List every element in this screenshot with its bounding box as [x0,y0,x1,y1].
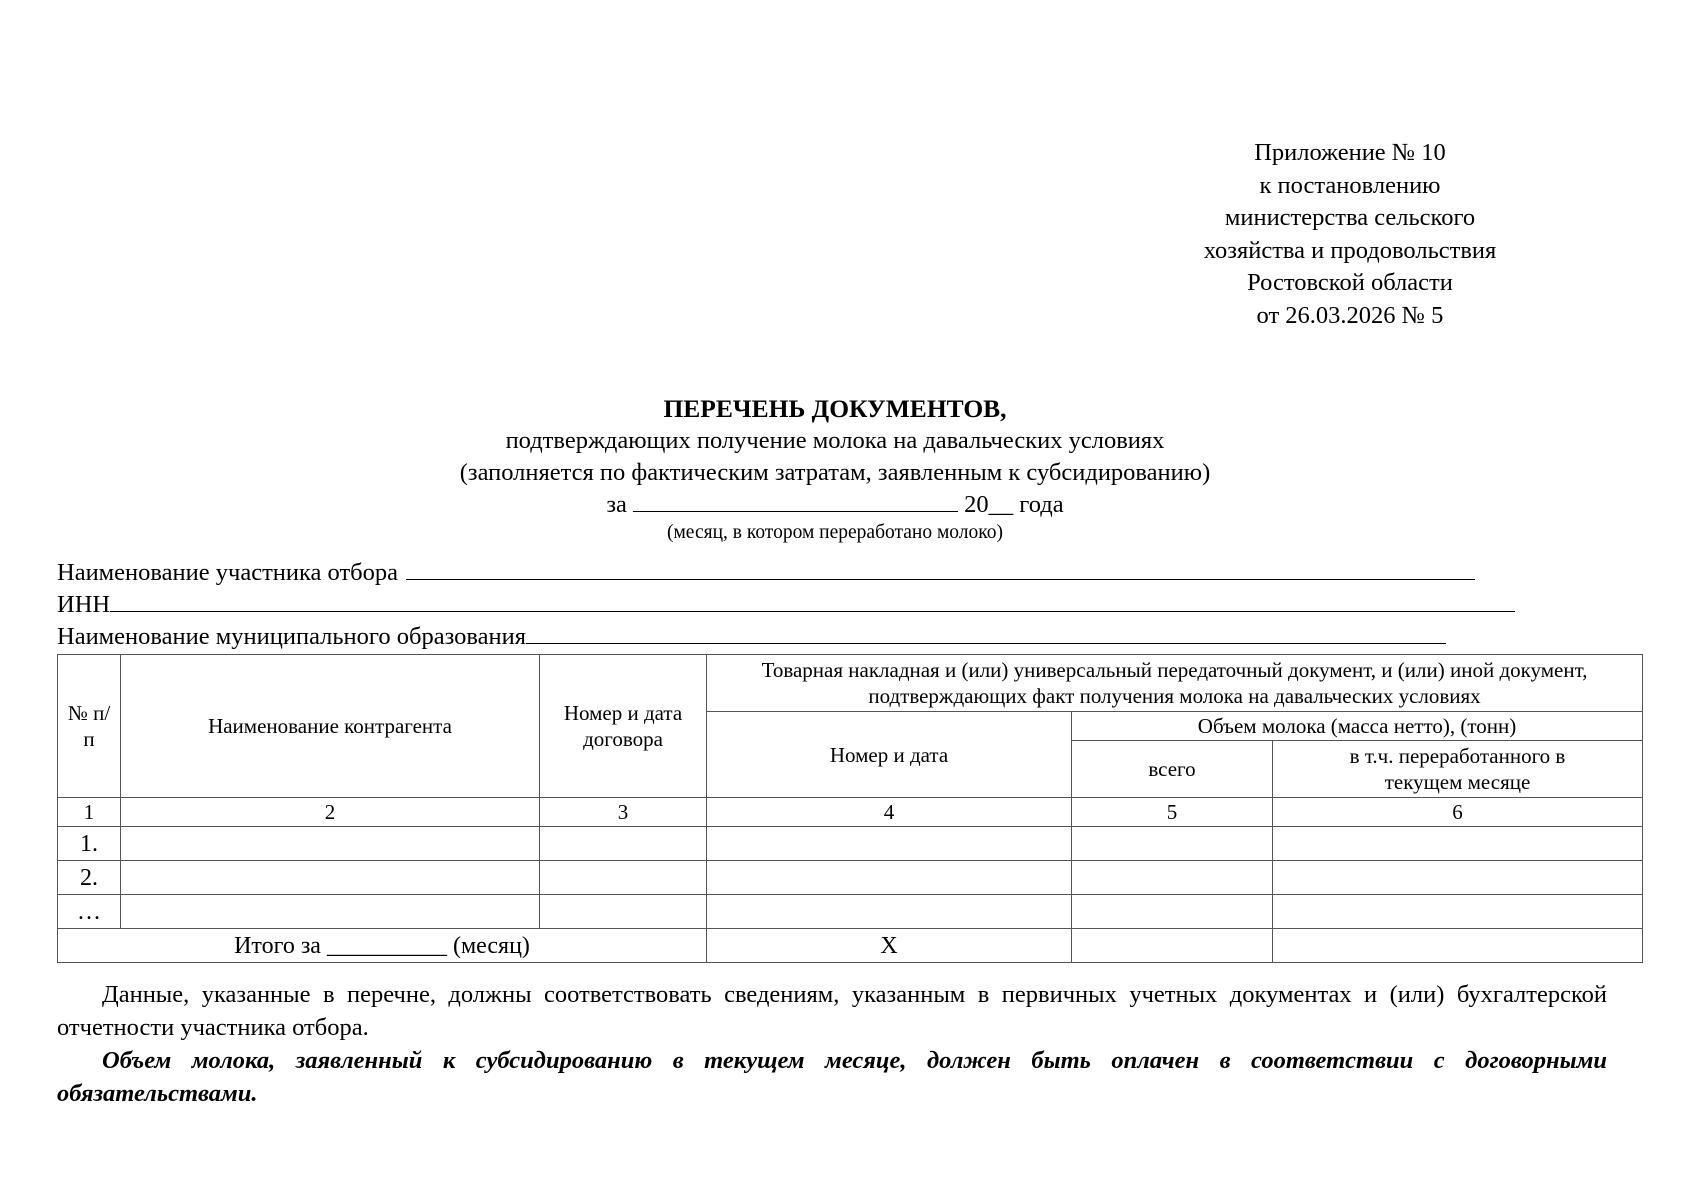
total-row [58,929,1643,963]
total-label [58,929,707,963]
inn-label: ИНН [57,591,111,618]
volume-total-cell[interactable] [1072,895,1273,929]
header-contract: Номер и дата договора [540,655,707,798]
period-line [300,489,1370,521]
column-number: 4 [707,798,1072,827]
table-row [58,827,1643,861]
appendix-line: хозяйства и продовольствия [1203,236,1497,264]
row-number: … [58,895,121,929]
municipality-input[interactable] [526,621,1446,644]
counterparty-cell[interactable] [121,895,540,929]
counterparty-cell[interactable] [121,827,540,861]
volume-processed-cell[interactable] [1273,895,1643,929]
row-number: 1. [58,827,121,861]
counterparty-cell[interactable] [121,861,540,895]
header-doc-number: Номер и дата [707,712,1072,798]
footnote-data-accuracy: Данные, указанные в перечне, должны соответствовать сведениям, указанным в первичных учетных документах и (или) бухгалтерской отчетности участника отбора. [57,981,1607,1041]
total-label-suffix: (месяц) [452,932,530,959]
header-volume-processed: в т.ч. переработанного в текущем месяце [1273,741,1643,798]
table-row [58,895,1643,929]
total-month-blank[interactable]: __________ [326,932,447,959]
header-volume-group: Объем молока (масса нетто), (тонн) [1072,712,1643,741]
document-title: ПЕРЕЧЕНЬ ДОКУМЕНТОВ, [663,394,1007,423]
appendix-line: от 26.03.2026 № 5 [1256,301,1444,329]
appendix-line: Ростовской области [1247,269,1453,296]
contract-cell[interactable] [540,827,707,861]
participant-field [57,557,1475,588]
period-prefix: за [606,491,627,518]
volume-processed-cell[interactable] [1273,827,1643,861]
row-number: 2. [58,861,121,895]
contract-cell[interactable] [540,861,707,895]
appendix-line: к постановлению [1259,171,1441,199]
column-number: 6 [1273,798,1643,827]
header-num: № п/п [58,655,121,798]
doc-number-cell[interactable] [707,827,1072,861]
municipality-label: Наименование муниципального образования [57,623,526,650]
volume-processed-cell[interactable] [1273,861,1643,895]
volume-total-cell[interactable] [1072,861,1273,895]
table-row [58,861,1643,895]
inn-field [57,589,1515,620]
period-year: 20__ [964,491,1014,518]
document-subtitle: подтверждающих получение молока на давальческих условиях [505,427,1165,454]
period-suffix: года [1019,491,1064,518]
doc-number-cell[interactable] [707,861,1072,895]
column-number: 5 [1072,798,1273,827]
column-number: 3 [540,798,707,827]
volume-total-cell[interactable] [1072,827,1273,861]
document-subtitle-note: (заполняется по фактическим затратам, заявленным к субсидированию) [459,459,1211,486]
document-title-block [300,393,1370,545]
column-number: 2 [121,798,540,827]
total-volume-total[interactable] [1072,929,1273,963]
column-number: 1 [58,798,121,827]
total-doc-number: Х [707,929,1072,963]
appendix-line: министерства сельского [1224,204,1476,231]
inn-input[interactable] [110,589,1515,612]
total-label-prefix: Итого за [234,932,321,959]
doc-number-cell[interactable] [707,895,1072,929]
participant-label: Наименование участника отбора [57,559,399,586]
documents-table [57,654,1643,963]
footnote-payment-obligation: Объем молока, заявленный к субсидированию в текущем месяце, должен быть оплачен в соответствии с договорными обязательствами. [57,1047,1607,1107]
municipality-field [57,621,1446,652]
appendix-header [1140,137,1560,332]
period-month-field[interactable] [633,489,958,512]
period-note: (месяц, в котором переработано молоко) [666,522,1004,543]
footnotes [57,978,1607,1110]
header-counterparty: Наименование контрагента [121,655,540,798]
total-volume-processed[interactable] [1273,929,1643,963]
participant-input[interactable] [406,557,1475,580]
header-volume-total: всего [1072,741,1273,798]
appendix-line: Приложение № 10 [1254,139,1446,166]
contract-cell[interactable] [540,895,707,929]
header-document-group: Товарная накладная и (или) универсальный передаточный документ, и (или) иной документ, подтверждающих факт получения молока на давальческих условиях [707,655,1643,712]
